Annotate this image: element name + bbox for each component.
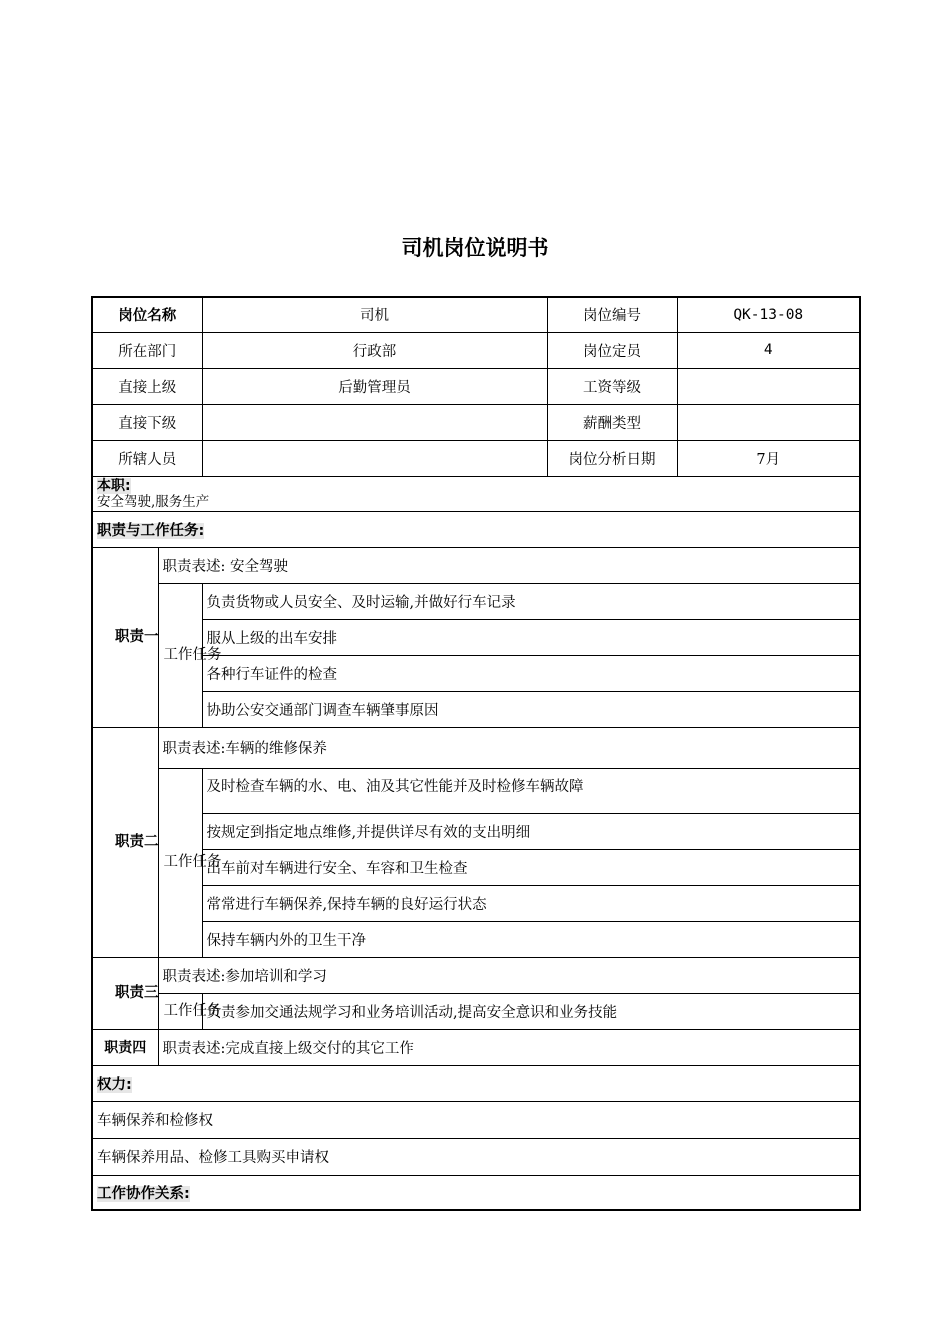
task-item: 及时检查车辆的水、电、油及其它性能并及时检修车辆故障 — [202, 768, 860, 813]
power-row — [92, 1138, 860, 1175]
task-item: 协助公安交通部门调查车辆肇事原因 — [202, 691, 860, 727]
info-label: 直接下级 — [92, 404, 202, 440]
main-duty-row — [92, 476, 860, 511]
info-value — [677, 404, 860, 440]
power-item: 车辆保养用品、检修工具购买申请权 — [92, 1138, 860, 1175]
info-label: 所辖人员 — [92, 440, 202, 476]
main-duty-label: 本职: — [97, 478, 131, 494]
power-row — [92, 1101, 860, 1138]
duty-name: 职责一 — [92, 547, 158, 727]
info-value: 司机 — [202, 297, 547, 332]
powers-header-row — [92, 1065, 860, 1101]
task-item: 保持车辆内外的卫生干净 — [202, 921, 860, 957]
info-row — [92, 404, 860, 440]
info-value — [202, 440, 547, 476]
info-row — [92, 332, 860, 368]
info-label: 岗位编号 — [547, 297, 677, 332]
duty-row — [92, 727, 860, 768]
info-label: 工资等级 — [547, 368, 677, 404]
task-label: 工作任务 — [158, 768, 202, 957]
relations-header: 工作协作关系: — [92, 1175, 860, 1210]
info-value: 7月 — [677, 440, 860, 476]
relations-header-row — [92, 1175, 860, 1210]
duty-row — [92, 1029, 860, 1065]
task-row — [92, 885, 860, 921]
task-row — [92, 813, 860, 849]
duty-description: 职责表述:车辆的维修保养 — [158, 727, 860, 768]
task-item: 负责货物或人员安全、及时运输,并做好行车记录 — [202, 583, 860, 619]
task-item: 出车前对车辆进行安全、车容和卫生检查 — [202, 849, 860, 885]
info-row — [92, 297, 860, 332]
task-item: 按规定到指定地点维修,并提供详尽有效的支出明细 — [202, 813, 860, 849]
duty-row — [92, 957, 860, 993]
info-label: 薪酬类型 — [547, 404, 677, 440]
info-row — [92, 440, 860, 476]
page-title: 司机岗位说明书 — [401, 236, 549, 260]
task-row — [92, 921, 860, 957]
duty-description: 职责表述:完成直接上级交付的其它工作 — [158, 1029, 860, 1065]
info-value — [202, 404, 547, 440]
task-item: 服从上级的出车安排 — [202, 619, 860, 655]
task-item: 常常进行车辆保养,保持车辆的良好运行状态 — [202, 885, 860, 921]
info-label: 直接上级 — [92, 368, 202, 404]
power-item: 车辆保养和检修权 — [92, 1101, 860, 1138]
task-item: 负责参加交通法规学习和业务培训活动,提高安全意识和业务技能 — [202, 993, 860, 1029]
duty-name: 职责三 — [92, 957, 158, 1029]
duties-header-row — [92, 511, 860, 547]
info-label: 岗位名称 — [92, 297, 202, 332]
task-label: 工作任务 — [158, 993, 202, 1029]
task-row — [92, 583, 860, 619]
duty-description: 职责表述:参加培训和学习 — [158, 957, 860, 993]
duties-header: 职责与工作任务: — [92, 511, 860, 547]
info-value: 行政部 — [202, 332, 547, 368]
info-label: 岗位定员 — [547, 332, 677, 368]
task-row — [92, 691, 860, 727]
main-duty-text: 安全驾驶,服务生产 — [97, 494, 210, 510]
duty-description: 职责表述: 安全驾驶 — [158, 547, 860, 583]
duty-name: 职责四 — [92, 1029, 158, 1065]
info-value: 4 — [677, 332, 860, 368]
powers-header: 权力: — [92, 1065, 860, 1101]
task-item: 各种行车证件的检查 — [202, 655, 860, 691]
info-label: 岗位分析日期 — [547, 440, 677, 476]
info-value: QK-13-08 — [677, 297, 860, 332]
task-row — [92, 768, 860, 813]
job-description-table — [91, 296, 861, 1211]
duty-name: 职责二 — [92, 727, 158, 957]
info-row — [92, 368, 860, 404]
info-value — [677, 368, 860, 404]
task-label: 工作任务 — [158, 583, 202, 727]
duty-row — [92, 547, 860, 583]
info-value: 后勤管理员 — [202, 368, 547, 404]
info-label: 所在部门 — [92, 332, 202, 368]
task-row — [92, 993, 860, 1029]
